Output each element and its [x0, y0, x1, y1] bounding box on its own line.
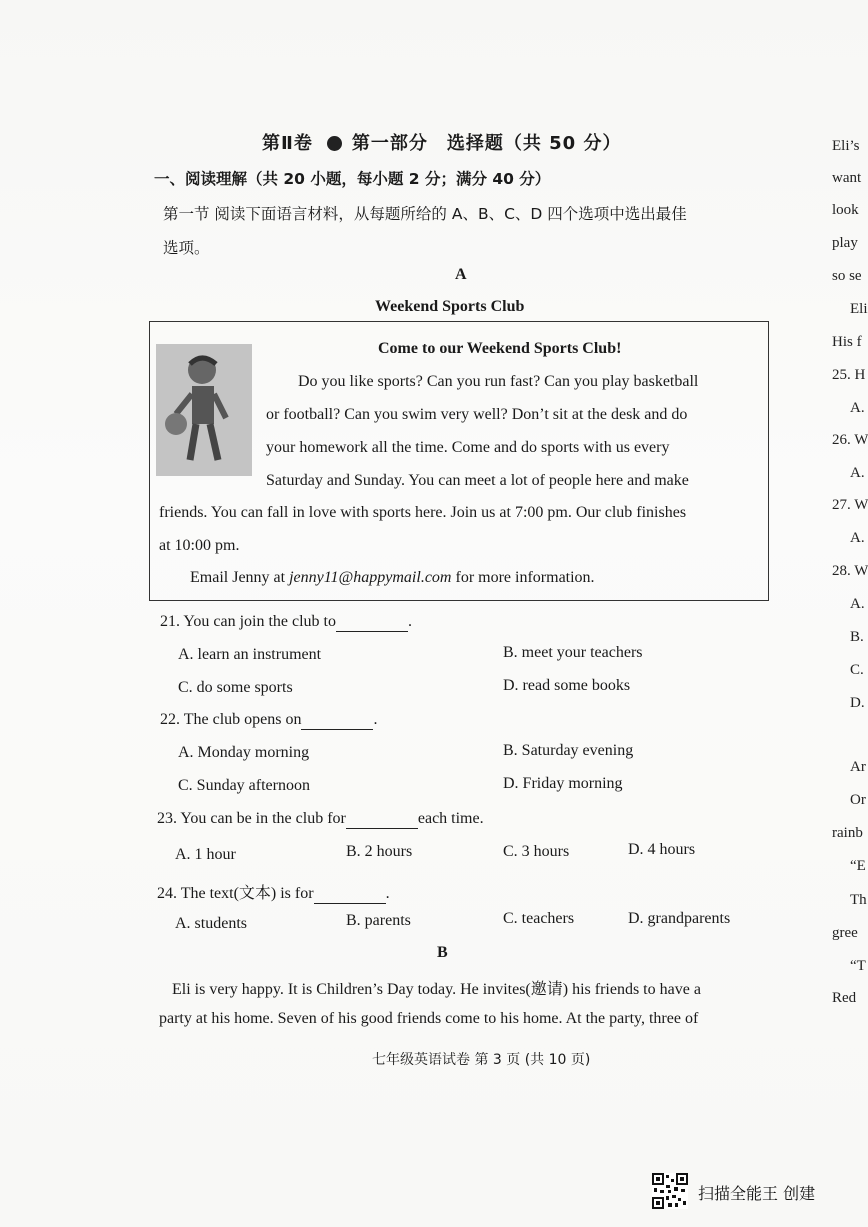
answer-blank	[301, 711, 373, 730]
bullet-icon	[327, 136, 342, 151]
side-fragment: A.	[850, 400, 865, 416]
qr-code-icon	[652, 1173, 688, 1209]
side-fragment: B.	[850, 629, 864, 645]
ad-line-3: your homework all the time. Come and do sports with us every	[266, 439, 670, 456]
side-fragment: Or	[850, 792, 866, 808]
question-24: 24. The text(文本) is for .	[157, 885, 390, 902]
side-fragment: A.	[850, 596, 865, 612]
q22-option-b[interactable]: B. Saturday evening	[503, 742, 634, 759]
side-fragment: D.	[850, 695, 865, 711]
side-fragment: Th	[850, 892, 867, 908]
q21-option-c[interactable]: C. do some sports	[178, 679, 293, 696]
q23-option-c[interactable]: C. 3 hours	[503, 843, 570, 860]
ad-line-2: or football? Can you swim very well? Don’t sit at the desk and do	[266, 406, 688, 423]
side-fragment: A.	[850, 465, 865, 481]
scanner-label: 扫描全能王 创建	[698, 1184, 816, 1203]
side-fragment: want	[832, 170, 862, 186]
sports-boy-image	[156, 344, 252, 476]
page-footer: 七年级英语试卷 第 3 页 (共 10 页)	[372, 1052, 591, 1068]
passage-a-title: Weekend Sports Club	[375, 298, 525, 315]
passage-b-line-2: party at his home. Seven of his good friends come to his home. At the party, three of	[159, 1010, 699, 1027]
part-label: 第Ⅱ卷	[262, 133, 313, 154]
side-fragment: Eli	[850, 301, 868, 317]
advertisement-box	[149, 321, 769, 601]
ad-line-1: Do you like sports? Can you run fast? Can you play basketball	[298, 373, 699, 390]
q23-option-b[interactable]: B. 2 hours	[346, 843, 413, 860]
q23-option-d[interactable]: D. 4 hours	[628, 841, 696, 858]
answer-blank	[336, 613, 408, 632]
q22-option-c[interactable]: C. Sunday afternoon	[178, 777, 310, 794]
side-fragment: Ar	[850, 759, 866, 775]
q21-option-a[interactable]: A. learn an instrument	[178, 646, 322, 663]
side-fragment: “E	[850, 858, 866, 874]
side-fragment: Red	[832, 990, 857, 1006]
ad-line-5: friends. You can fall in love with sports here. Join us at 7:00 pm. Our club finishes	[159, 504, 687, 521]
instruction-line-2: 选项。	[163, 239, 210, 257]
q22-option-a[interactable]: A. Monday morning	[178, 744, 310, 761]
answer-blank	[314, 885, 386, 904]
question-21: 21. You can join the club to .	[160, 613, 412, 630]
answer-blank	[346, 810, 418, 829]
email-suffix: for more information.	[451, 569, 595, 586]
side-fragment: so se	[832, 268, 862, 284]
passage-a-letter: A	[455, 266, 467, 283]
q21-option-d[interactable]: D. read some books	[503, 677, 631, 694]
email-line	[190, 569, 595, 587]
side-fragment: rainb	[832, 825, 863, 841]
email-address: jenny11@happymail.com	[289, 569, 452, 586]
side-fragment: “T	[850, 958, 866, 974]
side-fragment: 26. W	[832, 432, 868, 448]
q24-stem: 24. The text(文本) is for	[157, 885, 314, 902]
side-fragment: 27. W	[832, 497, 868, 513]
q22-option-d[interactable]: D. Friday morning	[503, 775, 623, 792]
side-fragment: look	[832, 202, 859, 218]
q24-option-a[interactable]: A. students	[175, 915, 247, 932]
q21-stem: 21. You can join the club to	[160, 613, 336, 630]
side-fragment: Eli’s	[832, 138, 860, 154]
passage-b-line-1: Eli is very happy. It is Children’s Day today. He invites(邀请) his friends to have a	[172, 981, 701, 998]
q22-stem: 22. The club opens on	[160, 711, 302, 728]
side-fragment: 28. W	[832, 563, 868, 579]
side-fragment: A.	[850, 530, 865, 546]
side-fragment: C.	[850, 662, 864, 678]
instruction-line-1: 第一节 阅读下面语言材料，从每题所给的 A、B、C、D 四个选项中选出最佳	[163, 205, 687, 223]
q23-stem: 23. You can be in the club for	[157, 810, 346, 827]
q24-option-c[interactable]: C. teachers	[503, 910, 575, 927]
passage-b-letter: B	[437, 944, 448, 961]
side-fragment: gree	[832, 925, 858, 941]
q24-option-b[interactable]: B. parents	[346, 912, 411, 929]
part-title: 第一部分 选择题（共 50 分）	[351, 133, 622, 154]
section-header	[262, 129, 621, 155]
q23-option-a[interactable]: A. 1 hour	[175, 846, 236, 863]
reading-section-title: 一、阅读理解（共 20 小题，每小题 2 分；满分 40 分）	[154, 170, 551, 188]
question-23: 23. You can be in the club for each time.	[157, 810, 484, 827]
side-fragment: 25. H	[832, 367, 866, 383]
box-title: Come to our Weekend Sports Club!	[378, 340, 622, 357]
q24-option-d[interactable]: D. grandparents	[628, 910, 731, 927]
ad-line-6: at 10:00 pm.	[159, 537, 240, 554]
question-22: 22. The club opens on .	[160, 711, 378, 728]
q21-option-b[interactable]: B. meet your teachers	[503, 644, 643, 661]
side-fragment: play	[832, 235, 858, 251]
email-prefix: Email Jenny at	[190, 569, 290, 586]
side-fragment: His f	[832, 334, 862, 350]
ad-line-4: Saturday and Sunday. You can meet a lot of people here and make	[266, 472, 689, 489]
